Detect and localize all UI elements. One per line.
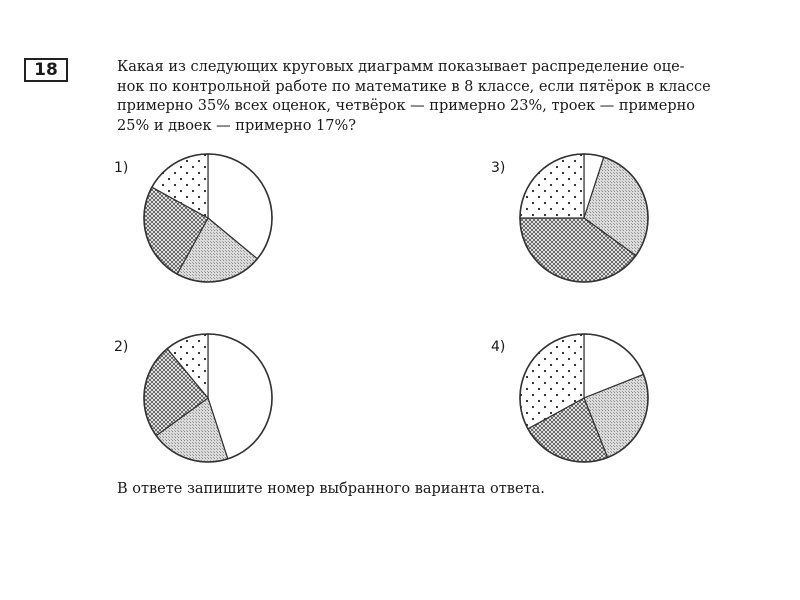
chart-label-2: 2) bbox=[114, 339, 129, 355]
chart-label-3: 3) bbox=[491, 160, 506, 176]
pie-chart-3 bbox=[518, 152, 650, 284]
question-line: 25% и двоек — примерно 17%? bbox=[117, 117, 357, 134]
pie-slice-dots bbox=[520, 154, 584, 218]
answer-instruction: В ответе запишите номер выбранного варианта ответа. bbox=[117, 481, 545, 497]
question-line: нок по контрольной работе по математике в 8 классе, если пятёрок в классе bbox=[117, 78, 711, 95]
pie-chart-2 bbox=[142, 332, 274, 464]
pie-chart-4 bbox=[518, 332, 650, 464]
chart-label-1: 1) bbox=[114, 160, 129, 176]
question-text bbox=[117, 58, 782, 136]
task-number: 18 bbox=[24, 58, 68, 82]
question-line: примерно 35% всех оценок, четвёрок — примерно 23%, троек — примерно bbox=[117, 98, 696, 114]
chart-label-4: 4) bbox=[491, 339, 506, 355]
pie-chart-1 bbox=[142, 152, 274, 284]
question-line: Какая из следующих круговых диаграмм показывает распределение оце- bbox=[117, 59, 685, 75]
